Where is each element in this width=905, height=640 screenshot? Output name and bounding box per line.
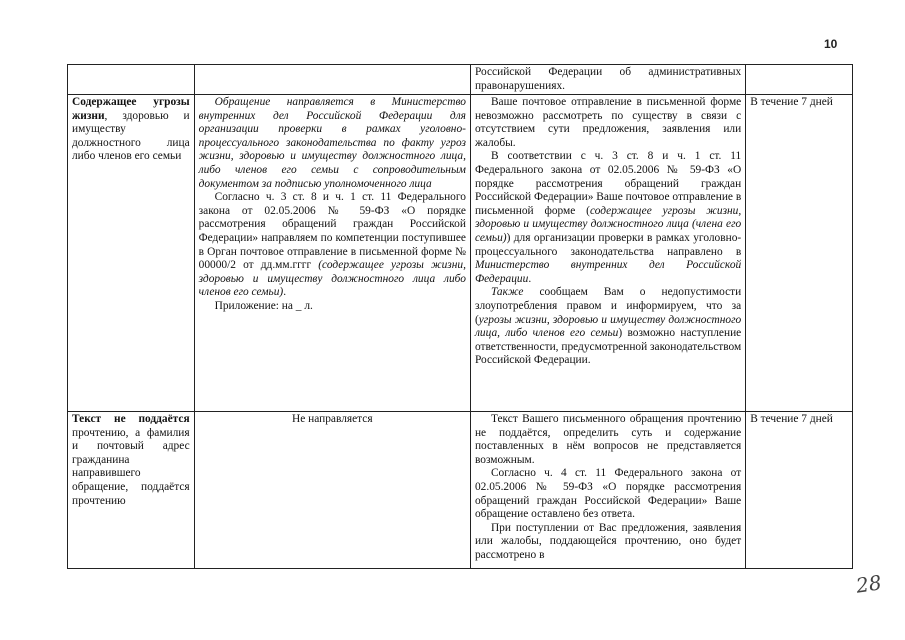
row1-response-para1: Ваше почтовое отправление в письменной форме невозможно рассмотреть по существу в связи с отсутствием сути предложения, заявления или жалобы. [474,96,742,149]
table-row [68,412,853,569]
row2-action-text: Не направляется [291,413,373,425]
table-row [68,95,853,412]
row1-deadline-text: В течение 7 дней [750,96,833,108]
row2-response-para1: Текст Вашего письменного обращения прочтению не поддаётся, определить суть и содержание поставленных в нём вопросов не представляется возможным. [474,413,742,466]
document-table [67,64,853,569]
table-row [68,65,853,95]
row2-response-para2: Согласно ч. 4 ст. 11 Федерального закона от 02.05.2006 № 59-ФЗ «О порядке рассмотрения обращений граждан Российской Федерации» Ваше обращение оставлено без ответа. [474,467,742,521]
row1-response-para2-a: В соответствии с ч. 3 ст. 8 и ч. 1 ст. 11 Федерального закона от 02.05.2006 № 59-ФЗ «О порядке рассмотрения обращений граждан Российской Федерации» Ваше почтовое отправление в письменной форме ( [474,150,742,217]
row1-response [470,95,745,412]
handwritten-signature: 28 [854,570,883,598]
row1-response-para2-b: содержащее угрозы жизни, здоровью и имуществу должностного лица (члена его семьи) [474,204,742,244]
row2-response-para3: При поступлении от Вас предложения, заявления или жалобы, поддающейся прочтению, оно будет рассмотрено в [474,521,742,561]
row2-category-bold: Текст не поддаётся [72,413,190,425]
row1-deadline [746,95,853,412]
row1-category [68,95,195,412]
row1-category-bold: Содержащее угрозы жизни [72,96,190,122]
row1-response-para3-d: ) возможно наступление ответственности, предусмотренной законодательством Российской Федерации. [474,327,742,367]
row2-deadline-text: В течение 7 дней [750,413,833,425]
row2-category-rest: прочтению, а фамилия и почтовый адрес гражданина направившего обращение, поддаётся прочтению [72,426,190,507]
row0-col3 [470,65,745,95]
row1-action-para2-text: Согласно ч. 3 ст. 8 и ч. 1 ст. 11 Федерального закона от 02.05.2006 № 59-ФЗ «О порядке рассмотрения обращений граждан Российской Федерации» направляем по компетенции поступившее в Орган почтовое отправление в письменной форме № 00000/2 от дд.мм.гггг [198,191,466,272]
row0-col4 [746,65,853,95]
row0-col1 [68,65,195,95]
row1-response-para2 [475,150,741,286]
row1-response-para3-a: Также [490,286,524,299]
row1-response-para3 [475,286,741,368]
row1-action [194,95,470,412]
row0-col3-text: Российской Федерации об административных правонарушениях. [474,66,742,92]
row2-category [68,412,195,569]
row1-response-para2-e: . [528,272,532,285]
row1-response-para2-d: Министерство внутренних дел Российской Федерации [474,259,742,285]
page-number: 10 [824,37,838,51]
row1-action-para2-italic: (содержащее угрозы жизни, здоровью и имуществу должностного лица либо членов его семьи) [198,259,466,299]
row1-action-para2 [199,191,466,300]
row2-response [470,412,745,569]
row1-action-para1: Обращение направляется в Министерство внутренних дел Российской Федерации для организации проверки в рамках уголовно-процессуального законодательства по факту угроз жизни, здоровью и имуществу должностного лица, либо членов его семьи с сопроводительным документом за подписью уполномоченного лица [198,96,466,190]
row2-action [194,412,470,569]
row0-col2 [194,65,470,95]
row2-deadline [746,412,853,569]
row1-response-para2-c: ) для организации проверки в рамках уголовно-процессуального законодательства направлено в [474,231,742,258]
row1-response-para3-c: угрозы жизни, здоровью и имуществу должностного лица, либо членов его семьи [474,313,742,340]
row1-response-para3-b: сообщаем Вам о недопустимости злоупотребления правом и информируем, что за ( [474,286,742,326]
row1-action-para2-end: . [283,286,287,299]
row1-category-rest: , здоровью и имуществу должностного лица либо членов его семьи [72,109,190,163]
row1-action-attachment: Приложение: на _ л. [214,299,313,312]
